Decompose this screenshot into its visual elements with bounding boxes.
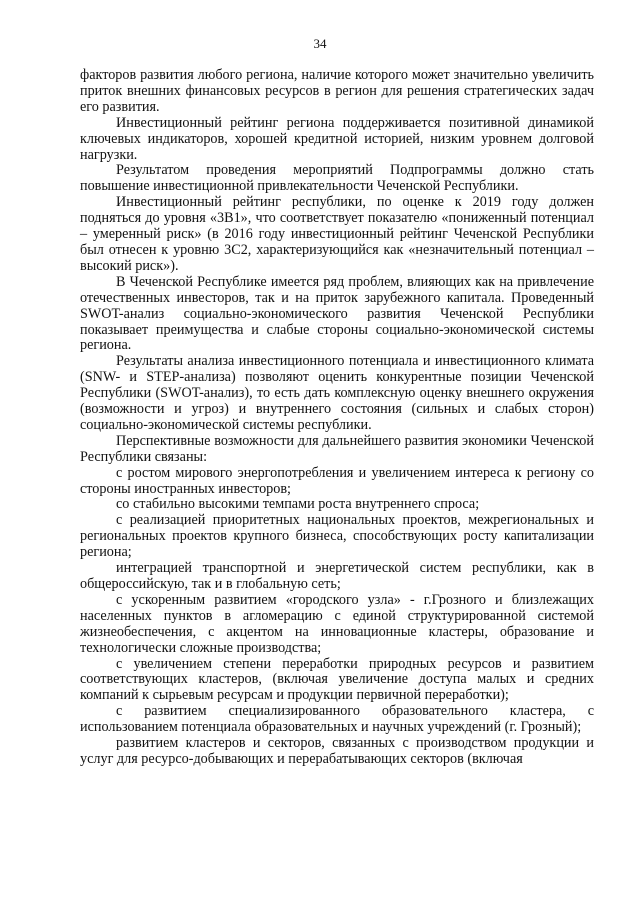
paragraph: Результаты анализа инвестиционного потенциала и инвестиционного климата (SNW- и STEP-анализа) позволяют оценить конкурентные позиции Чеченской Республики (SWOT-анализ), то есть дать комплексную оценку внешнего окружения (возможности и угроз) и внутреннего состояния (сильных и слабых сторон) социально-экономической системы республики. xyxy=(80,353,594,433)
list-item: развитием кластеров и секторов, связанных с производством продукции и услуг для ресурсо-добывающих и перерабатывающих секторов (включая xyxy=(80,735,594,767)
list-item: с развитием специализированного образовательного кластера, с использованием потенциала образовательных и научных учреждений (г. Грозный); xyxy=(80,703,594,736)
paragraph: В Чеченской Республике имеется ряд проблем, влияющих как на привлечение отечественных инвесторов, так и на приток зарубежного капитала. Проведенный SWOT-анализ социально-экономического развития Чеченской Республики показывает преимущества и слабые стороны социально-экономической системы региона. xyxy=(80,273,594,354)
page-number: 34 xyxy=(313,36,327,51)
list-item: с увеличением степени переработки природных ресурсов и развитием соответствующих кластеров, (включая увеличение доступа малых и средних компаний к сырьевым ресурсам и продукции первичной переработки); xyxy=(80,655,594,704)
list-item: со стабильно высокими темпами роста внутреннего спроса; xyxy=(116,496,480,513)
paragraph: Инвестиционный рейтинг республики, по оценке к 2019 году должен подняться до уровня «3В1», что соответствует показателю «пониженный потенциал – умеренный риск» (в 2016 году инвестиционный рейтинг Чеченской Республики был отнесен к уровню 3С2, характеризующийся как «незначительный потенциал – высокий риск»). xyxy=(80,194,594,274)
document-body xyxy=(80,68,594,768)
list-item: с ростом мирового энергопотребления и увеличением интереса к региону со стороны иностранных инвесторов; xyxy=(80,464,594,497)
paragraph: Перспективные возможности для дальнейшего развития экономики Чеченской Республики связаны: xyxy=(80,432,594,465)
paragraph: факторов развития любого региона, наличие которого может значительно увеличить приток внешних финансовых ресурсов в регион для решения стратегических задач его развития. xyxy=(80,67,594,115)
list-item: с ускоренным развитием «городского узла» - г.Грозного и близлежащих населенных пунктов в агломерацию с единой структурированной системой жизнеобеспечения, с акцентом на инновационные кластеры, образование и технологически сложные производства; xyxy=(80,591,594,656)
list-item: интеграцией транспортной и энергетической систем республики, как в общероссийскую, так и в глобальную сеть; xyxy=(80,560,594,592)
paragraph: Результатом проведения мероприятий Подпрограммы должно стать повышение инвестиционной привлекательности Чеченской Республики. xyxy=(80,162,594,195)
list-item: с реализацией приоритетных национальных проектов, межрегиональных и региональных проектов крупного бизнеса, способствующих росту капитализации региона; xyxy=(80,512,594,561)
paragraph: Инвестиционный рейтинг региона поддерживается позитивной динамикой ключевых индикаторов, хорошей кредитной историей, низким уровнем долговой нагрузки. xyxy=(80,114,594,163)
